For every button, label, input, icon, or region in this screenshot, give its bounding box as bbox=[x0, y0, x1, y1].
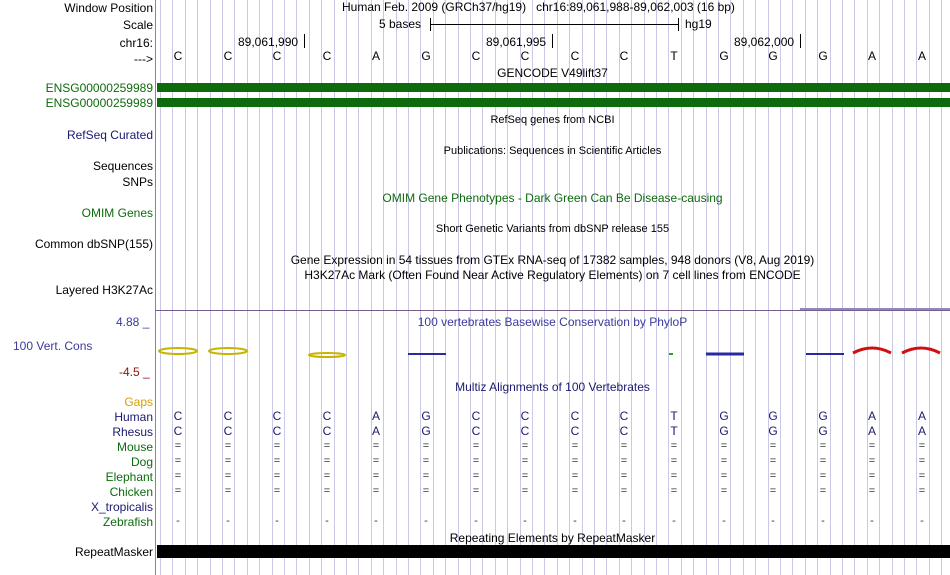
alignment-cell: = bbox=[868, 485, 876, 497]
alignment-cell: = bbox=[472, 485, 480, 497]
alignment-cell: = bbox=[422, 485, 430, 497]
species-label[interactable]: Human bbox=[114, 410, 153, 424]
species-label[interactable]: Mouse bbox=[116, 440, 153, 454]
chrom-label: chr16: bbox=[119, 36, 153, 50]
alignment-cell: G bbox=[768, 424, 778, 438]
position-label: 89,061,990 bbox=[238, 35, 299, 49]
alignment-cell: = bbox=[323, 485, 331, 497]
alignment-cell: - bbox=[920, 515, 924, 527]
dbsnp-track-title: Short Genetic Variants from dbSNP release 155 bbox=[435, 223, 670, 235]
alignment-cell: C bbox=[520, 409, 530, 423]
alignment-cell: A bbox=[917, 424, 926, 438]
scale-text: 5 bases bbox=[379, 17, 422, 31]
scale-label: Scale bbox=[122, 18, 153, 32]
alignment-cell: = bbox=[273, 455, 281, 467]
alignment-cell: = bbox=[918, 455, 926, 467]
alignment-cell: C bbox=[223, 424, 233, 438]
cons-mark-a bbox=[902, 348, 940, 353]
alignment-cell: = bbox=[224, 455, 232, 467]
alignment-cell: = bbox=[224, 485, 232, 497]
alignment-cell: = bbox=[174, 455, 182, 467]
species-label[interactable]: Dog bbox=[130, 455, 153, 469]
alignment-cell: = bbox=[769, 485, 777, 497]
alignment-cell: = bbox=[720, 485, 728, 497]
alignment-cell: = bbox=[174, 485, 182, 497]
alignment-cell: = bbox=[670, 455, 678, 467]
alignment-cell: = bbox=[323, 455, 331, 467]
cons-mark-a bbox=[853, 348, 891, 353]
alignment-cell: - bbox=[722, 515, 726, 527]
alignment-cell: = bbox=[472, 440, 480, 452]
alignment-cell: G bbox=[719, 424, 729, 438]
alignment-cell: C bbox=[619, 409, 629, 423]
alignment-cell: - bbox=[275, 515, 279, 527]
alignment-cell: = bbox=[868, 440, 876, 452]
alignment-cell: = bbox=[273, 440, 281, 452]
alignment-cell: = bbox=[720, 470, 728, 482]
alignment-cell: = bbox=[819, 455, 827, 467]
alignment-cell: G bbox=[421, 424, 431, 438]
base-letter: C bbox=[471, 49, 481, 63]
alignment-cell: = bbox=[323, 440, 331, 452]
conservation-min-label: -4.5 _ bbox=[119, 365, 150, 379]
alignment-cell: = bbox=[472, 455, 480, 467]
position-label: 89,061,995 bbox=[486, 35, 547, 49]
alignment-cell: G bbox=[818, 424, 828, 438]
alignment-cell: C bbox=[223, 409, 233, 423]
base-letter: A bbox=[917, 49, 926, 63]
gencode-track-title: GENCODE V49lift37 bbox=[497, 66, 608, 80]
alignment-cell: - bbox=[176, 515, 180, 527]
alignment-cell: = bbox=[422, 470, 430, 482]
alignment-cell: = bbox=[720, 440, 728, 452]
alignment-cell: = bbox=[571, 455, 579, 467]
alignment-cell: - bbox=[622, 515, 626, 527]
omim-track-label[interactable]: OMIM Genes bbox=[81, 206, 153, 220]
alignment-cell: = bbox=[174, 440, 182, 452]
alignment-cell: = bbox=[422, 440, 430, 452]
alignment-cell: - bbox=[821, 515, 825, 527]
alignment-cell: C bbox=[322, 409, 332, 423]
snps-track-label[interactable]: SNPs bbox=[122, 175, 153, 189]
alignment-cell: C bbox=[570, 409, 580, 423]
alignment-cell: = bbox=[819, 470, 827, 482]
alignment-cell: = bbox=[720, 455, 728, 467]
species-label[interactable]: Rhesus bbox=[112, 425, 153, 439]
alignment-cell: = bbox=[819, 485, 827, 497]
alignment-cell: C bbox=[471, 424, 481, 438]
base-letter: G bbox=[719, 49, 729, 63]
alignment-cell: A bbox=[867, 409, 876, 423]
species-label[interactable]: Elephant bbox=[105, 470, 153, 484]
base-letter: C bbox=[520, 49, 530, 63]
alignment-cell: = bbox=[224, 440, 232, 452]
repeatmasker-track-title: Repeating Elements by RepeatMasker bbox=[449, 531, 656, 545]
sequences-track-title: Publications: Sequences in Scientific Articles bbox=[443, 145, 662, 157]
multiz-track-title: Multiz Alignments of 100 Vertebrates bbox=[455, 380, 650, 394]
base-letter: C bbox=[223, 49, 233, 63]
window-position-text: Human Feb. 2009 (GRCh37/hg19) chr16:89,061,988-89,062,003 (16 bp) bbox=[342, 0, 735, 14]
alignment-cell: = bbox=[372, 455, 380, 467]
conservation-max-label: 4.88 _ bbox=[116, 315, 150, 329]
alignment-cell: C bbox=[619, 424, 629, 438]
base-letter: T bbox=[670, 49, 678, 63]
sequences-track-label[interactable]: Sequences bbox=[92, 159, 153, 173]
alignment-cell: C bbox=[173, 409, 183, 423]
alignment-cell: = bbox=[422, 455, 430, 467]
base-letter: C bbox=[322, 49, 332, 63]
gtex-track-title: Gene Expression in 54 tissues from GTEx RNA-seq of 17382 samples, 948 donors (V8, Aug 2019) bbox=[290, 253, 815, 267]
alignment-cell: = bbox=[521, 455, 529, 467]
conservation-track-label[interactable]: 100 Vert. Cons bbox=[13, 339, 93, 353]
alignment-cell: A bbox=[917, 409, 926, 423]
alignment-cell: = bbox=[372, 440, 380, 452]
alignment-cell: C bbox=[570, 424, 580, 438]
alignment-cell: = bbox=[769, 455, 777, 467]
strand-arrow-label: ---> bbox=[134, 52, 153, 66]
alignment-cell: C bbox=[322, 424, 332, 438]
alignment-cell: = bbox=[174, 470, 182, 482]
window-position-label: Window Position bbox=[64, 1, 153, 15]
alignment-cell: = bbox=[670, 470, 678, 482]
base-letter: A bbox=[867, 49, 876, 63]
base-letter: G bbox=[421, 49, 431, 63]
alignment-cell: = bbox=[769, 470, 777, 482]
alignment-cell: = bbox=[620, 440, 628, 452]
alignment-cell: C bbox=[173, 424, 183, 438]
alignment-cell: G bbox=[719, 409, 729, 423]
base-letter: A bbox=[371, 49, 380, 63]
alignment-cell: = bbox=[273, 470, 281, 482]
alignment-cell: - bbox=[523, 515, 527, 527]
h3k27ac-track-title: H3K27Ac Mark (Often Found Near Active Regulatory Elements) on 7 cell lines from ENCODE bbox=[304, 268, 801, 282]
alignment-cell: - bbox=[424, 515, 428, 527]
alignment-cell: = bbox=[918, 470, 926, 482]
alignment-cell: G bbox=[421, 409, 431, 423]
alignment-cell: = bbox=[372, 485, 380, 497]
alignment-cell: - bbox=[226, 515, 230, 527]
alignment-cell: - bbox=[771, 515, 775, 527]
omim-track-title: OMIM Gene Phenotypes - Dark Green Can Be Disease-causing bbox=[382, 191, 723, 205]
gene-label[interactable]: ENSG00000259989 bbox=[45, 81, 153, 95]
gene-label[interactable]: ENSG00000259989 bbox=[45, 96, 153, 110]
alignment-cell: = bbox=[620, 485, 628, 497]
alignment-cell: = bbox=[670, 440, 678, 452]
base-letter: C bbox=[570, 49, 580, 63]
alignment-cell: = bbox=[918, 485, 926, 497]
alignment-cell: G bbox=[768, 409, 778, 423]
alignment-cell: = bbox=[273, 485, 281, 497]
alignment-cell: A bbox=[867, 424, 876, 438]
alignment-cell: = bbox=[620, 455, 628, 467]
refseq-track-title: RefSeq genes from NCBI bbox=[490, 114, 615, 126]
alignment-cell: = bbox=[620, 470, 628, 482]
cons-mark-c bbox=[309, 353, 345, 357]
dbsnp-track-label[interactable]: Common dbSNP(155) bbox=[34, 237, 153, 251]
species-label[interactable]: Chicken bbox=[109, 485, 153, 499]
alignment-cell: = bbox=[521, 440, 529, 452]
base-letter: C bbox=[173, 49, 183, 63]
alignment-cell: - bbox=[474, 515, 478, 527]
alignment-cell: = bbox=[372, 470, 380, 482]
base-letter: G bbox=[768, 49, 778, 63]
alignment-cell: = bbox=[868, 455, 876, 467]
alignment-cell: - bbox=[672, 515, 676, 527]
alignment-cell: C bbox=[272, 424, 282, 438]
alignment-cell: A bbox=[371, 424, 380, 438]
alignment-cell: A bbox=[371, 409, 380, 423]
alignment-cell: = bbox=[918, 440, 926, 452]
alignment-cell: = bbox=[571, 485, 579, 497]
alignment-cell: = bbox=[323, 470, 331, 482]
alignment-cell: T bbox=[670, 409, 678, 423]
alignment-cell: T bbox=[670, 424, 678, 438]
alignment-cell: = bbox=[571, 440, 579, 452]
alignment-cell: = bbox=[868, 470, 876, 482]
alignment-cell: C bbox=[272, 409, 282, 423]
gaps-label[interactable]: Gaps bbox=[124, 395, 153, 409]
alignment-cell: = bbox=[670, 485, 678, 497]
scale-assembly: hg19 bbox=[685, 17, 712, 31]
base-letter: C bbox=[272, 49, 282, 63]
cons-mark-c bbox=[209, 348, 247, 354]
alignment-cell: - bbox=[325, 515, 329, 527]
alignment-cell: = bbox=[472, 470, 480, 482]
species-label[interactable]: Zebrafish bbox=[102, 515, 153, 529]
repeat-feature-bar[interactable] bbox=[157, 545, 950, 558]
alignment-cell: - bbox=[573, 515, 577, 527]
alignment-cell: - bbox=[870, 515, 874, 527]
alignment-cell: C bbox=[520, 424, 530, 438]
base-letter: C bbox=[619, 49, 629, 63]
alignment-cell: = bbox=[521, 485, 529, 497]
cons-mark-c bbox=[159, 348, 197, 354]
position-label: 89,062,000 bbox=[734, 35, 795, 49]
alignment-cell: = bbox=[769, 440, 777, 452]
base-letter: G bbox=[818, 49, 828, 63]
h3k27ac-track-label[interactable]: Layered H3K27Ac bbox=[55, 283, 153, 297]
repeatmasker-track-label[interactable]: RepeatMasker bbox=[74, 545, 153, 559]
alignment-cell: C bbox=[471, 409, 481, 423]
alignment-cell: G bbox=[818, 409, 828, 423]
conservation-track-title: 100 vertebrates Basewise Conservation by PhyloP bbox=[417, 315, 688, 329]
alignment-cell: = bbox=[224, 470, 232, 482]
alignment-cell: = bbox=[521, 470, 529, 482]
species-label[interactable]: X_tropicalis bbox=[90, 500, 153, 514]
alignment-cell: = bbox=[571, 470, 579, 482]
refseq-track-label[interactable]: RefSeq Curated bbox=[66, 128, 153, 142]
alignment-cell: = bbox=[819, 440, 827, 452]
alignment-cell: - bbox=[374, 515, 378, 527]
